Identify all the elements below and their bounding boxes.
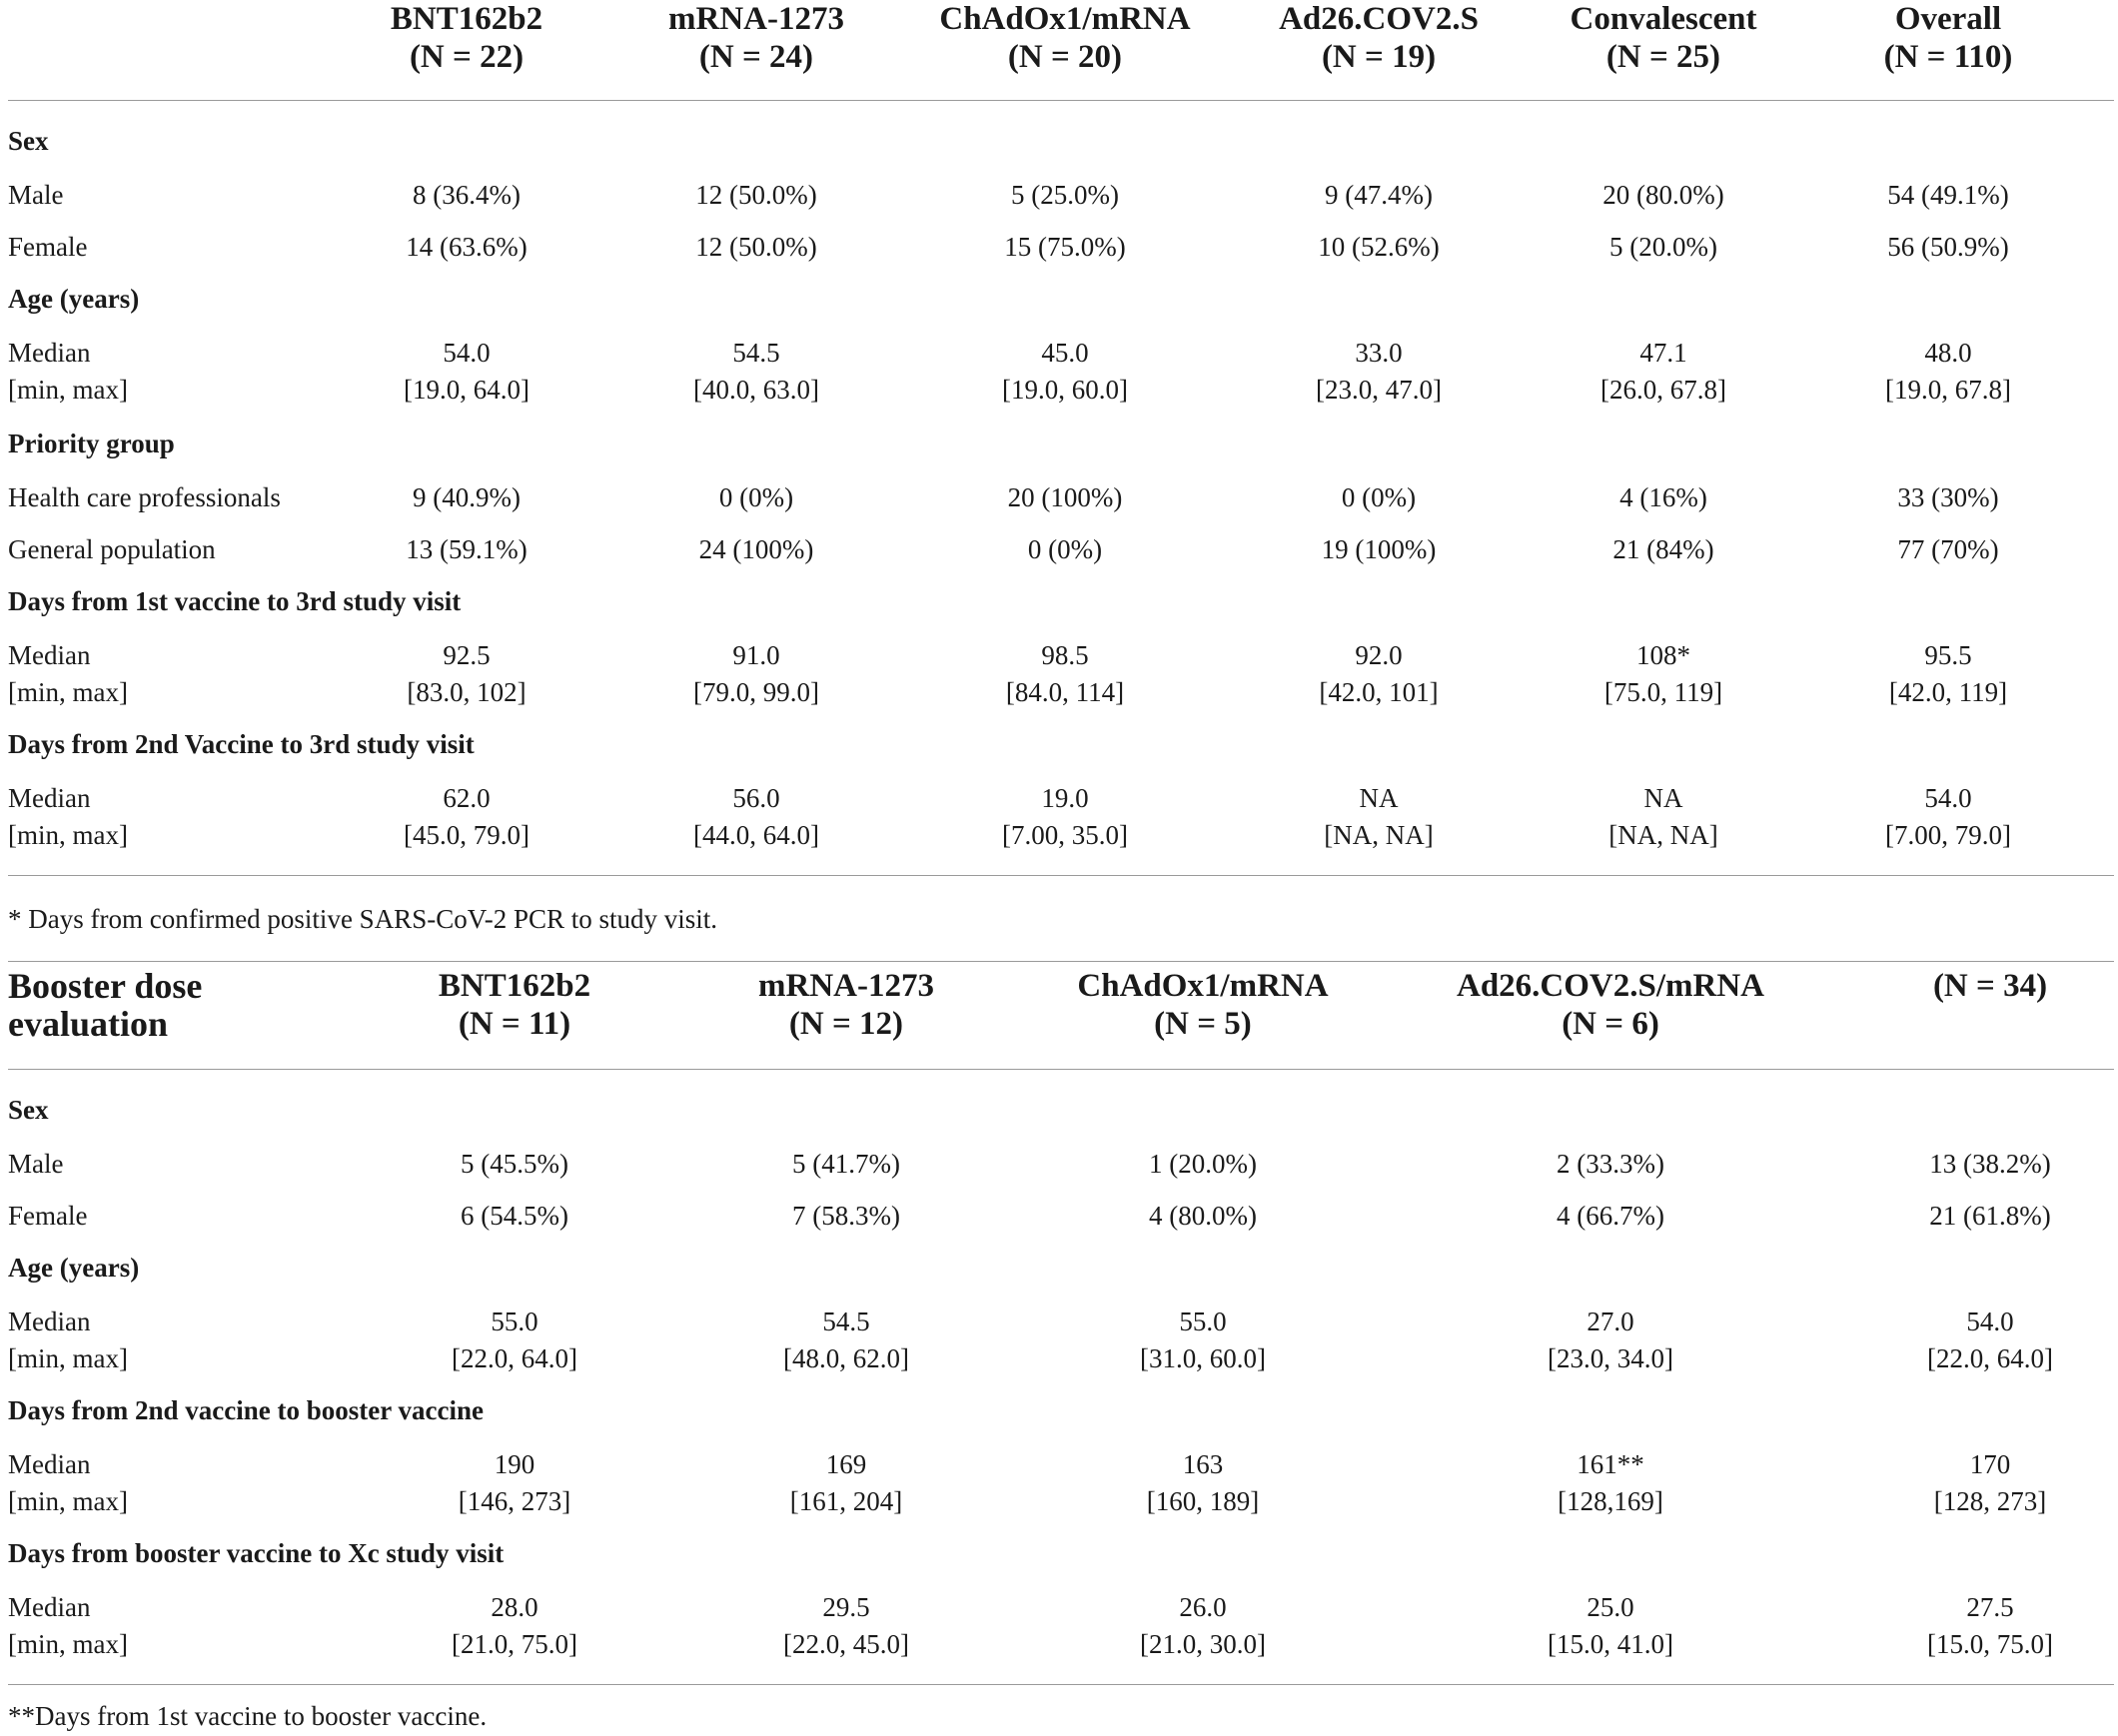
column-header xyxy=(939,0,1190,76)
table-cell: 4 (66.7%) xyxy=(1557,1201,1664,1231)
column-n: (N = 6) xyxy=(1562,1006,1659,1042)
table-cell: [19.0, 64.0] xyxy=(404,375,530,405)
row-label: Median xyxy=(8,338,91,368)
table-cell: 95.5 xyxy=(1924,640,1972,670)
table-cell: [NA, NA] xyxy=(1608,820,1718,850)
table-cell: [15.0, 41.0] xyxy=(1548,1629,1673,1659)
table-cell: 27.5 xyxy=(1966,1592,2014,1622)
table-cell: 47.1 xyxy=(1639,338,1687,368)
table-bottom-rule xyxy=(8,1684,2114,1685)
column-n: (N = 25) xyxy=(1605,39,1721,75)
section-heading: Days from 1st vaccine to 3rd study visit xyxy=(8,586,462,616)
column-header xyxy=(1279,0,1479,76)
table-cell: 56.0 xyxy=(732,783,780,813)
row-label: [min, max] xyxy=(8,677,128,707)
table-cell: 0 (0%) xyxy=(1027,534,1103,564)
row-label: Male xyxy=(8,1149,64,1179)
table-cell: 7 (58.3%) xyxy=(792,1201,900,1231)
column-name: Overall xyxy=(1894,1,2002,37)
column-header xyxy=(1933,967,2047,1005)
section-heading: Days from booster vaccine to Xc study visit xyxy=(8,1538,505,1568)
row-label: Female xyxy=(8,232,88,262)
table-cell: [7.00, 79.0] xyxy=(1885,820,2011,850)
column-n: (N = 110) xyxy=(1883,39,2013,75)
column-n: (N = 20) xyxy=(1007,39,1123,75)
table-cell: 77 (70%) xyxy=(1897,534,1999,564)
row-label: Median xyxy=(8,1592,91,1622)
table-cell: 6 (54.5%) xyxy=(461,1201,568,1231)
column-name: mRNA-1273 xyxy=(758,968,934,1004)
row-label: Female xyxy=(8,1201,88,1231)
table-cell: 8 (36.4%) xyxy=(413,180,521,210)
table-cell: 28.0 xyxy=(491,1592,538,1622)
table-cell: [128, 273] xyxy=(1933,1486,2047,1516)
table-cell: 21 (61.8%) xyxy=(1929,1201,2051,1231)
column-name: mRNA-1273 xyxy=(668,1,844,37)
table-cell: [45.0, 79.0] xyxy=(404,820,530,850)
table-cell: 5 (25.0%) xyxy=(1011,180,1119,210)
table-cell: 13 (38.2%) xyxy=(1929,1149,2051,1179)
table-cell: [NA, NA] xyxy=(1324,820,1434,850)
section-heading: Age (years) xyxy=(8,1253,140,1283)
column-n: (N = 12) xyxy=(788,1006,904,1042)
table-cell: [21.0, 30.0] xyxy=(1140,1629,1266,1659)
row-label: Median xyxy=(8,783,91,813)
table-cell: 1 (20.0%) xyxy=(1149,1149,1257,1179)
table-cell: [23.0, 47.0] xyxy=(1316,375,1442,405)
table-cell: 0 (0%) xyxy=(718,482,794,512)
row-label: General population xyxy=(8,534,216,564)
row-label: Health care professionals xyxy=(8,482,281,512)
table-cell: 20 (100%) xyxy=(1007,482,1123,512)
table-cell: 170 xyxy=(1969,1449,2011,1479)
section-heading: Age (years) xyxy=(8,284,140,314)
table-cell: 24 (100%) xyxy=(698,534,814,564)
table-cell: 45.0 xyxy=(1041,338,1089,368)
row-label: Median xyxy=(8,640,91,670)
title-line: evaluation xyxy=(8,1004,169,1044)
table-cell: [23.0, 34.0] xyxy=(1548,1343,1673,1373)
row-label: Male xyxy=(8,180,64,210)
header-rule xyxy=(8,100,2114,101)
table-cell: [40.0, 63.0] xyxy=(693,375,819,405)
table-cell: 56 (50.9%) xyxy=(1887,232,2009,262)
footnote: * Days from confirmed positive SARS-CoV-2 PCR to study visit. xyxy=(8,904,718,934)
table-cell: 62.0 xyxy=(443,783,491,813)
table-cell: [75.0, 119] xyxy=(1603,677,1723,707)
row-label: [min, max] xyxy=(8,1343,128,1373)
table-cell: [19.0, 67.8] xyxy=(1885,375,2011,405)
table-cell: 55.0 xyxy=(491,1306,538,1336)
row-label: Median xyxy=(8,1306,91,1336)
column-name: BNT162b2 xyxy=(438,968,591,1004)
table-cell: 19.0 xyxy=(1041,783,1089,813)
column-name: Ad26.COV2.S xyxy=(1279,1,1479,37)
table-cell: 54 (49.1%) xyxy=(1887,180,2009,210)
table-cell: 9 (40.9%) xyxy=(413,482,521,512)
table-cell: 2 (33.3%) xyxy=(1557,1149,1664,1179)
column-n: (N = 22) xyxy=(409,39,525,75)
table-cell: 190 xyxy=(494,1449,535,1479)
table-title xyxy=(8,967,202,1043)
table-cell: [42.0, 101] xyxy=(1319,677,1439,707)
table-cell: 19 (100%) xyxy=(1321,534,1437,564)
column-header xyxy=(668,0,844,76)
table-cell: 5 (45.5%) xyxy=(461,1149,568,1179)
row-label: Median xyxy=(8,1449,91,1479)
table-cell: 161** xyxy=(1577,1449,1644,1479)
table-cell: 4 (16%) xyxy=(1619,482,1707,512)
table-cell: [42.0, 119] xyxy=(1888,677,2008,707)
table-cell: [15.0, 75.0] xyxy=(1927,1629,2053,1659)
table-cell: 92.0 xyxy=(1355,640,1403,670)
table-cell: [146, 273] xyxy=(458,1486,571,1516)
table-cell: 27.0 xyxy=(1587,1306,1634,1336)
section-heading: Days from 2nd vaccine to booster vaccine xyxy=(8,1395,484,1425)
table-cell: 163 xyxy=(1182,1449,1224,1479)
table-cell: 15 (75.0%) xyxy=(1004,232,1126,262)
table-cell: 54.0 xyxy=(443,338,491,368)
table-cell: [22.0, 64.0] xyxy=(1927,1343,2053,1373)
table-cell: [79.0, 99.0] xyxy=(693,677,819,707)
table-cell: 48.0 xyxy=(1924,338,1972,368)
table-cell: [161, 204] xyxy=(789,1486,903,1516)
section-heading: Days from 2nd Vaccine to 3rd study visit xyxy=(8,729,475,759)
column-n: (N = 19) xyxy=(1321,39,1437,75)
section-heading: Sex xyxy=(8,126,49,156)
table-cell: 54.5 xyxy=(822,1306,870,1336)
column-n: (N = 11) xyxy=(458,1006,571,1042)
section-heading: Priority group xyxy=(8,429,175,458)
table-cell: 91.0 xyxy=(732,640,780,670)
column-name: ChAdOx1/mRNA xyxy=(939,1,1191,37)
table-cell: 98.5 xyxy=(1041,640,1089,670)
table-cell: 10 (52.6%) xyxy=(1318,232,1440,262)
table-cell: 33 (30%) xyxy=(1897,482,1999,512)
table-cell: NA xyxy=(1359,783,1399,813)
column-header xyxy=(1457,967,1764,1043)
footnote: **Days from 1st vaccine to booster vaccine. xyxy=(8,1701,488,1731)
section-heading: Sex xyxy=(8,1095,49,1125)
table-cell: 29.5 xyxy=(822,1592,870,1622)
column-n: (N = 34) xyxy=(1932,968,2048,1004)
table-cell: [19.0, 60.0] xyxy=(1002,375,1128,405)
title-line: Booster dose xyxy=(8,966,203,1006)
column-name: Convalescent xyxy=(1570,1,1757,37)
column-header xyxy=(1884,0,2013,76)
row-label: [min, max] xyxy=(8,1629,128,1659)
table-cell: 13 (59.1%) xyxy=(406,534,528,564)
table-cell: 12 (50.0%) xyxy=(695,232,817,262)
row-label: [min, max] xyxy=(8,375,128,405)
row-label: [min, max] xyxy=(8,1486,128,1516)
table-cell: 55.0 xyxy=(1179,1306,1227,1336)
column-header xyxy=(439,967,590,1043)
column-name: Ad26.COV2.S/mRNA xyxy=(1456,968,1765,1004)
column-name: BNT162b2 xyxy=(390,1,543,37)
table-cell: 20 (80.0%) xyxy=(1602,180,1724,210)
row-label: [min, max] xyxy=(8,820,128,850)
column-header xyxy=(758,967,934,1043)
header-rule xyxy=(8,1069,2114,1070)
table-cell: 12 (50.0%) xyxy=(695,180,817,210)
table-top-rule xyxy=(8,961,2114,962)
table-cell: 9 (47.4%) xyxy=(1325,180,1433,210)
table-cell: [48.0, 62.0] xyxy=(783,1343,909,1373)
table-cell: [21.0, 75.0] xyxy=(452,1629,577,1659)
table-cell: [31.0, 60.0] xyxy=(1140,1343,1266,1373)
table-cell: 0 (0%) xyxy=(1341,482,1417,512)
table-cell: [44.0, 64.0] xyxy=(693,820,819,850)
column-n: (N = 24) xyxy=(698,39,814,75)
table-cell: 92.5 xyxy=(443,640,491,670)
table-cell: 14 (63.6%) xyxy=(406,232,528,262)
table-cell: [83.0, 102] xyxy=(407,677,527,707)
table-bottom-rule xyxy=(8,875,2114,876)
table-cell: 26.0 xyxy=(1179,1592,1227,1622)
column-header xyxy=(1077,967,1328,1043)
table-cell: 21 (84%) xyxy=(1612,534,1714,564)
table-cell: 169 xyxy=(825,1449,867,1479)
table-cell: NA xyxy=(1643,783,1683,813)
table-cell: 33.0 xyxy=(1355,338,1403,368)
column-header xyxy=(391,0,542,76)
table-cell: 108* xyxy=(1636,640,1690,670)
table-cell: [128,169] xyxy=(1558,1486,1663,1516)
table-cell: 5 (20.0%) xyxy=(1609,232,1717,262)
table-cell: [160, 189] xyxy=(1146,1486,1260,1516)
table-cell: [26.0, 67.8] xyxy=(1600,375,1726,405)
table-cell: [22.0, 64.0] xyxy=(452,1343,577,1373)
column-name: ChAdOx1/mRNA xyxy=(1077,968,1329,1004)
column-n: (N = 5) xyxy=(1154,1006,1252,1042)
table-cell: [22.0, 45.0] xyxy=(783,1629,909,1659)
column-header xyxy=(1571,0,1757,76)
table-cell: 25.0 xyxy=(1587,1592,1634,1622)
table-cell: [84.0, 114] xyxy=(1005,677,1125,707)
table-cell: 54.5 xyxy=(732,338,780,368)
table-cell: 4 (80.0%) xyxy=(1149,1201,1257,1231)
table-cell: 54.0 xyxy=(1924,783,1972,813)
table-cell: 54.0 xyxy=(1966,1306,2014,1336)
table-cell: 5 (41.7%) xyxy=(792,1149,900,1179)
table-cell: [7.00, 35.0] xyxy=(1002,820,1128,850)
